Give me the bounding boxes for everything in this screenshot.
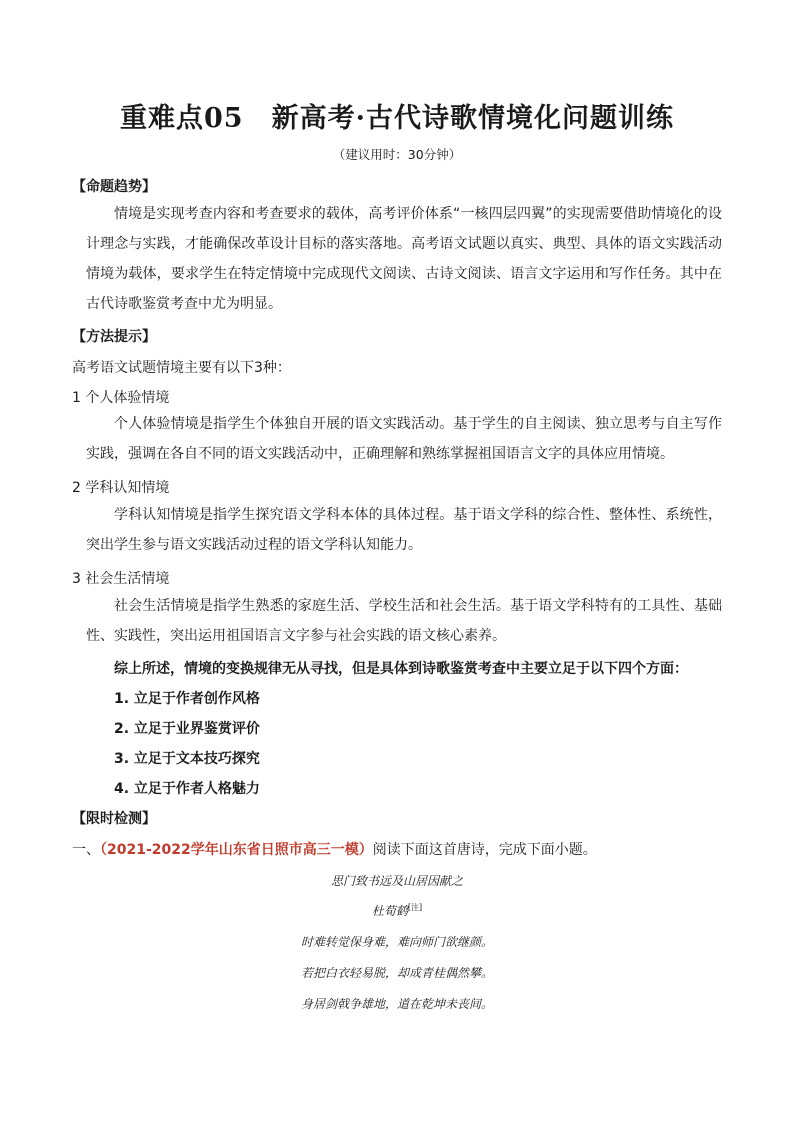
poem-author: 杜荀鹤	[371, 904, 408, 918]
type3-title: 3 社会生活情境	[72, 571, 170, 587]
question-number: 一、	[72, 842, 100, 858]
focus-item: 3. 立足于文本技巧探究	[114, 751, 260, 767]
poem-line: 身居剑戟争雄地，道在乾坤未丧间。	[300, 997, 493, 1011]
section-heading-trend: 【命题趋势】	[72, 179, 156, 195]
type1-title: 1 个人体验情境	[72, 390, 170, 406]
poem-author-line	[0, 902, 794, 919]
focus-item: 1. 立足于作者创作风格	[114, 691, 260, 707]
poem-note-marker: [注]	[407, 903, 423, 912]
focus-item: 2. 立足于业界鉴赏评价	[114, 721, 260, 737]
page-title: 重难点05 新高考·古代诗歌情境化问题训练	[120, 103, 674, 134]
type2-paragraph: 学科认知情境是指学生探究语文学科本体的具体过程。基于语文学科的综合性、整体性、系统性，突出学生参与语文实践活动过程的语文学科认知能力。	[86, 507, 722, 553]
method-summary: 综上所述，情境的变换规律无从寻找，但是具体到诗歌鉴赏考查中主要立足于以下四个方面：	[114, 661, 688, 677]
question-instruction: 阅读下面这首唐诗，完成下面小题。	[372, 842, 597, 858]
suggested-time: （建议用时：30分钟）	[332, 147, 462, 162]
poem-title: 思门致书远及山居因献之	[330, 874, 463, 888]
poem-line: 若把白衣轻易脱，却成青桂偶然攀。	[300, 966, 493, 980]
poem-line: 时难转觉保身难，难向师门欲继颜。	[300, 935, 493, 949]
section-heading-test: 【限时检测】	[72, 811, 156, 827]
type3-paragraph: 社会生活情境是指学生熟悉的家庭生活、学校生活和社会生活。基于语文学科特有的工具性、基础性、实践性，突出运用祖国语言文字参与社会实践的语文核心素养。	[86, 598, 722, 644]
trend-paragraph: 情境是实现考查内容和考查要求的载体，高考评价体系“一核四层四翼”的实现需要借助情境化的设计理念与实践，才能确保改革设计目标的落实落地。高考语文试题以真实、典型、具体的语文实践活动情境为载体，要求学生在特定情境中完成现代文阅读、古诗文阅读、语言文字运用和写作任务。其中在古代诗歌鉴赏考查中尤为明显。	[86, 206, 722, 312]
type1-paragraph: 个人体验情境是指学生个体独自开展的语文实践活动。基于学生的自主阅读、独立思考与自主写作实践，强调在各自不同的语文实践活动中，正确理解和熟练掌握祖国语言文字的具体应用情境。	[86, 416, 722, 462]
question-1	[72, 839, 597, 859]
focus-item: 4. 立足于作者人格魅力	[114, 781, 260, 797]
method-intro: 高考语文试题情境主要有以下3种：	[72, 360, 291, 376]
type2-title: 2 学科认知情境	[72, 480, 170, 496]
section-heading-method: 【方法提示】	[72, 329, 156, 345]
question-source: （2021-2022学年山东省日照市高三一模）	[100, 842, 373, 858]
